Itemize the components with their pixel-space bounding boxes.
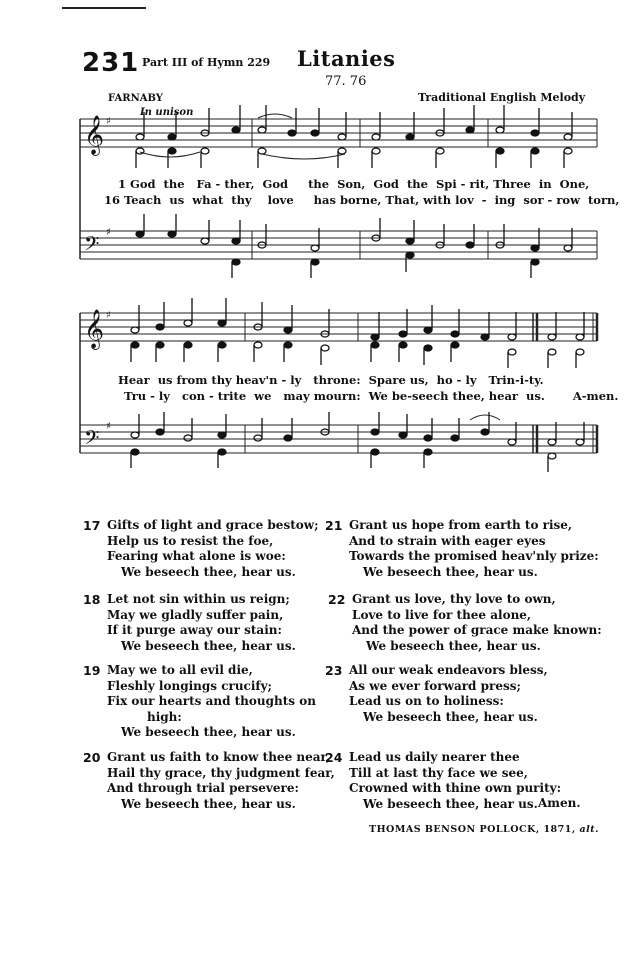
tune-name: FARNABY <box>108 93 163 104</box>
svg-text:𝄞: 𝄞 <box>84 115 105 155</box>
stanza-number: 19 <box>83 663 101 678</box>
stanza-number: 18 <box>83 592 101 607</box>
stanza-number: 21 <box>325 518 343 533</box>
stanza-number: 17 <box>83 518 101 533</box>
stanza-refrain: We beseech thee, hear us. <box>363 796 538 811</box>
stanza-refrain: We beseech thee, hear us. <box>121 638 296 653</box>
stanza-line: Crowned with thine own purity: <box>349 781 562 795</box>
svg-text:♯: ♯ <box>106 421 111 432</box>
stanza-line: If it purge away our stain: <box>107 623 282 637</box>
stanza-line: May we gladly suffer pain, <box>107 607 284 622</box>
stanza-line: Let not sin within us reign; <box>107 592 290 606</box>
svg-text:♯: ♯ <box>106 310 111 321</box>
svg-text:𝄢: 𝄢 <box>84 426 100 454</box>
meter: 77. 76 <box>325 74 367 89</box>
attribution <box>369 824 599 835</box>
system1-lyric-line-1: 1 God the Fa - ther, God the Son, God the Spi - rit, Three in One, <box>118 177 590 191</box>
section-title: Litanies <box>297 46 396 71</box>
stanza-line: Love to live for thee alone, <box>352 607 532 622</box>
stanza-20 <box>83 750 335 812</box>
stanza-refrain: We beseech thee, hear us. <box>363 564 538 579</box>
stanza-line: Fleshly longings crucify; <box>107 678 272 693</box>
stanza-refrain: We beseech thee, hear us. <box>366 638 541 653</box>
stanza-17 <box>83 518 319 580</box>
stanza-number: 23 <box>325 663 343 678</box>
stanza-line: Fix our hearts and thoughts on <box>107 694 316 708</box>
stanza-line: Hail thy grace, thy judgment fear, <box>107 765 335 780</box>
stanza-line: Gifts of light and grace bestow; <box>107 518 319 532</box>
stanza-22 <box>328 592 602 654</box>
stanza-21 <box>325 518 599 580</box>
svg-text:♯: ♯ <box>106 227 111 238</box>
part-reference: Part III of Hymn 229 <box>142 56 271 69</box>
stanza-line: Fearing what alone is woe: <box>107 549 286 563</box>
stanza-refrain: We beseech thee, hear us. <box>121 564 296 579</box>
stanza-line: high: <box>147 709 182 724</box>
stanza-18 <box>83 592 296 654</box>
stanza-line: Towards the promised heav'nly prize: <box>349 549 599 563</box>
hymn-number: 231 <box>82 48 140 78</box>
stanza-line: All our weak endeavors bless, <box>349 663 548 677</box>
stanza-line: Grant us love, thy love to own, <box>352 592 556 606</box>
stanza-line: Grant us faith to know thee near, <box>107 750 331 764</box>
stanza-line: Lead us on to holiness: <box>349 694 504 708</box>
tune-source: Traditional English Melody <box>418 91 586 104</box>
system1-lyric-line-2: 16 Teach us what thy love has borne, That, with lov - ing sor - row torn, <box>104 193 620 207</box>
stanza-23 <box>325 663 548 725</box>
stanza-line: Help us to resist the foe, <box>107 533 274 548</box>
stanza-line: And the power of grace make known: <box>352 623 602 637</box>
stanza-number: 22 <box>328 592 346 607</box>
stanza-number: 24 <box>325 750 343 765</box>
stanza-refrain: We beseech thee, hear us. <box>121 725 296 739</box>
stanza-number: 20 <box>83 750 101 765</box>
stanza-line: And through trial persevere: <box>107 781 299 795</box>
stanza-24 <box>325 750 562 812</box>
stanza-19 <box>83 663 316 741</box>
stanza-line: May we to all evil die, <box>107 663 253 677</box>
svg-text:𝄞: 𝄞 <box>84 309 105 349</box>
system1-treble-staff <box>80 119 597 147</box>
system2-lyric-line-2: Tru - ly con - trite we may mourn: We be-seech thee, hear us. A-men. <box>124 389 619 403</box>
stanza-refrain: We beseech thee, hear us. <box>121 796 296 811</box>
system1-bass-staff <box>80 231 597 259</box>
final-amen: Amen. <box>538 796 581 810</box>
system2-lyric-line-1: Hear us from thy heav'n - ly throne: Spare us, ho - ly Trin-i-ty. <box>118 373 544 387</box>
stanza-line: Grant us hope from earth to rise, <box>349 518 573 532</box>
stanza-line: Till at last thy face we see, <box>349 765 528 780</box>
stanza-refrain: We beseech thee, hear us. <box>363 709 538 724</box>
stanza-line: Lead us daily nearer thee <box>349 750 520 764</box>
stanza-line: And to strain with eager eyes <box>349 533 546 548</box>
author-name: THOMAS BENSON POLLOCK, 1871, <box>369 824 576 835</box>
svg-text:♯: ♯ <box>106 116 111 127</box>
svg-text:𝄢: 𝄢 <box>84 232 100 260</box>
performance-instruction: In unison <box>140 107 194 118</box>
alteration-note: alt. <box>579 824 599 835</box>
stanza-line: As we ever forward press; <box>349 678 521 693</box>
